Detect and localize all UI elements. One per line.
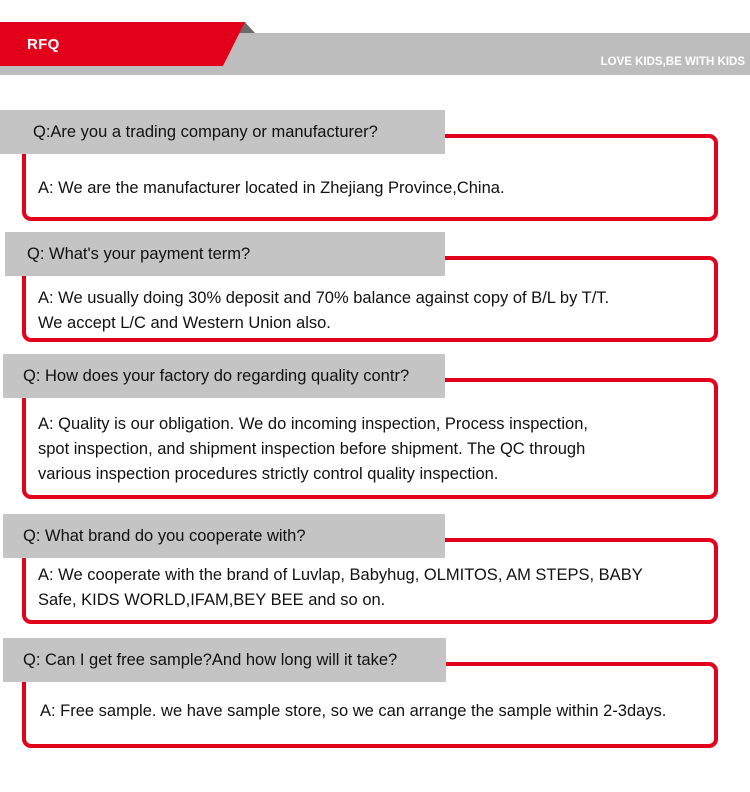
question-text-4: Q: What brand do you cooperate with? [23, 527, 306, 545]
answer-line: A: We cooperate with the brand of Luvlap, Babyhug, OLMITOS, AM STEPS, BABY [38, 566, 643, 584]
header-slogan: LOVE KIDS,BE WITH KIDS [600, 56, 745, 68]
answer-line: Safe, KIDS WORLD,IFAM,BEY BEE and so on. [38, 591, 386, 609]
answer-line: A: We usually doing 30% deposit and 70% balance against copy of B/L by T/T. [38, 289, 610, 307]
header-title: RFQ [27, 36, 60, 53]
answer-line: various inspection procedures strictly control quality inspection. [38, 465, 499, 483]
answer-line: A: Quality is our obligation. We do incoming inspection, Process inspection, [38, 415, 588, 433]
answer-text-2 [38, 286, 609, 336]
answer-text-4 [38, 563, 643, 613]
question-text-5: Q: Can I get free sample?And how long will it take? [23, 651, 398, 669]
answer-line: We accept L/C and Western Union also. [38, 314, 331, 332]
answer-text-3 [38, 412, 588, 487]
answer-line: A: We are the manufacturer located in Zhejiang Province,China. [38, 179, 505, 197]
question-text-1: Q:Are you a trading company or manufacturer? [33, 123, 378, 141]
answer-line: A: Free sample. we have sample store, so we can arrange the sample within 2-3days. [40, 702, 667, 720]
answer-text-1 [38, 176, 505, 201]
question-text-2: Q: What's your payment term? [27, 245, 251, 263]
question-text-3: Q: How does your factory do regarding quality contr? [23, 367, 410, 385]
answer-line: spot inspection, and shipment inspection before shipment. The QC through [38, 440, 586, 458]
answer-text-5 [40, 699, 666, 724]
